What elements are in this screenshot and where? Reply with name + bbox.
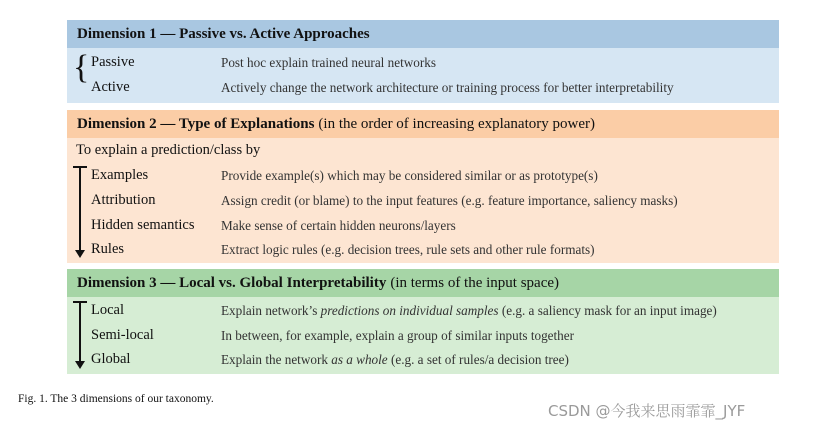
term-label: Local	[91, 302, 125, 318]
term-description: Make sense of certain hidden neurons/layers	[221, 218, 456, 233]
term-label: Examples	[91, 167, 149, 183]
desc-emphasis: predictions on individual samples	[320, 303, 499, 318]
list-item	[67, 188, 779, 212]
term-label: Active	[91, 79, 130, 95]
term-description	[221, 303, 717, 319]
dimension-2-title: Dimension 2 — Type of Explanations	[77, 115, 315, 132]
intro-text: To explain a prediction/class by	[76, 142, 261, 158]
list-item	[67, 163, 779, 187]
dimension-3-block	[67, 269, 779, 374]
dimension-3-header	[67, 269, 779, 297]
desc-text: Explain network’s	[221, 303, 321, 318]
curly-brace-icon: {	[73, 49, 90, 86]
figure-caption: Fig. 1. The 3 dimensions of our taxonomy.	[18, 393, 214, 405]
dimension-3-subtitle: (in terms of the input space)	[390, 274, 560, 291]
term-label: Hidden semantics	[91, 217, 195, 233]
term-description: Provide example(s) which may be considered similar or as prototype(s)	[221, 168, 598, 183]
desc-text: (e.g. a set of rules/a decision tree)	[387, 352, 569, 367]
term-label: Passive	[91, 54, 135, 70]
list-item	[67, 323, 779, 347]
desc-text: Explain the network	[221, 352, 332, 367]
watermark: CSDN @今我来思雨霏霏_JYF	[548, 402, 746, 420]
dimension-2-subtitle: (in the order of increasing explanatory power)	[318, 115, 595, 132]
dimension-2-body	[67, 138, 779, 263]
dimension-1-title: Dimension 1 — Passive vs. Active Approaches	[77, 25, 370, 42]
list-item	[67, 237, 779, 261]
term-description: Assign credit (or blame) to the input features (e.g. feature importance, saliency masks)	[221, 193, 678, 208]
term-label: Global	[91, 351, 131, 367]
dimension-2-header	[67, 110, 779, 138]
list-item	[67, 213, 779, 237]
dimension-1-body	[67, 48, 779, 103]
term-label: Semi-local	[91, 327, 154, 343]
term-description: In between, for example, explain a group of similar inputs together	[221, 328, 575, 343]
desc-text: (e.g. a saliency mask for an input image)	[498, 303, 717, 318]
dimension-1-header	[67, 20, 779, 48]
desc-emphasis: as a whole	[331, 352, 388, 367]
term-description	[221, 352, 569, 368]
list-item	[67, 347, 779, 371]
list-item	[67, 75, 779, 99]
term-description: Post hoc explain trained neural networks	[221, 55, 436, 70]
list-item	[67, 50, 779, 74]
term-description: Actively change the network architecture or training process for better interpretability	[221, 80, 674, 95]
term-label: Attribution	[91, 192, 156, 208]
list-item	[67, 298, 779, 322]
term-description: Extract logic rules (e.g. decision trees, rule sets and other rule formats)	[221, 242, 595, 257]
dimension-3-body	[67, 297, 779, 374]
dimension-3-title: Dimension 3 — Local vs. Global Interpretability	[77, 274, 387, 291]
term-label: Rules	[91, 241, 125, 257]
dimension-2-block	[67, 110, 779, 263]
dimension-1-block	[67, 20, 779, 103]
